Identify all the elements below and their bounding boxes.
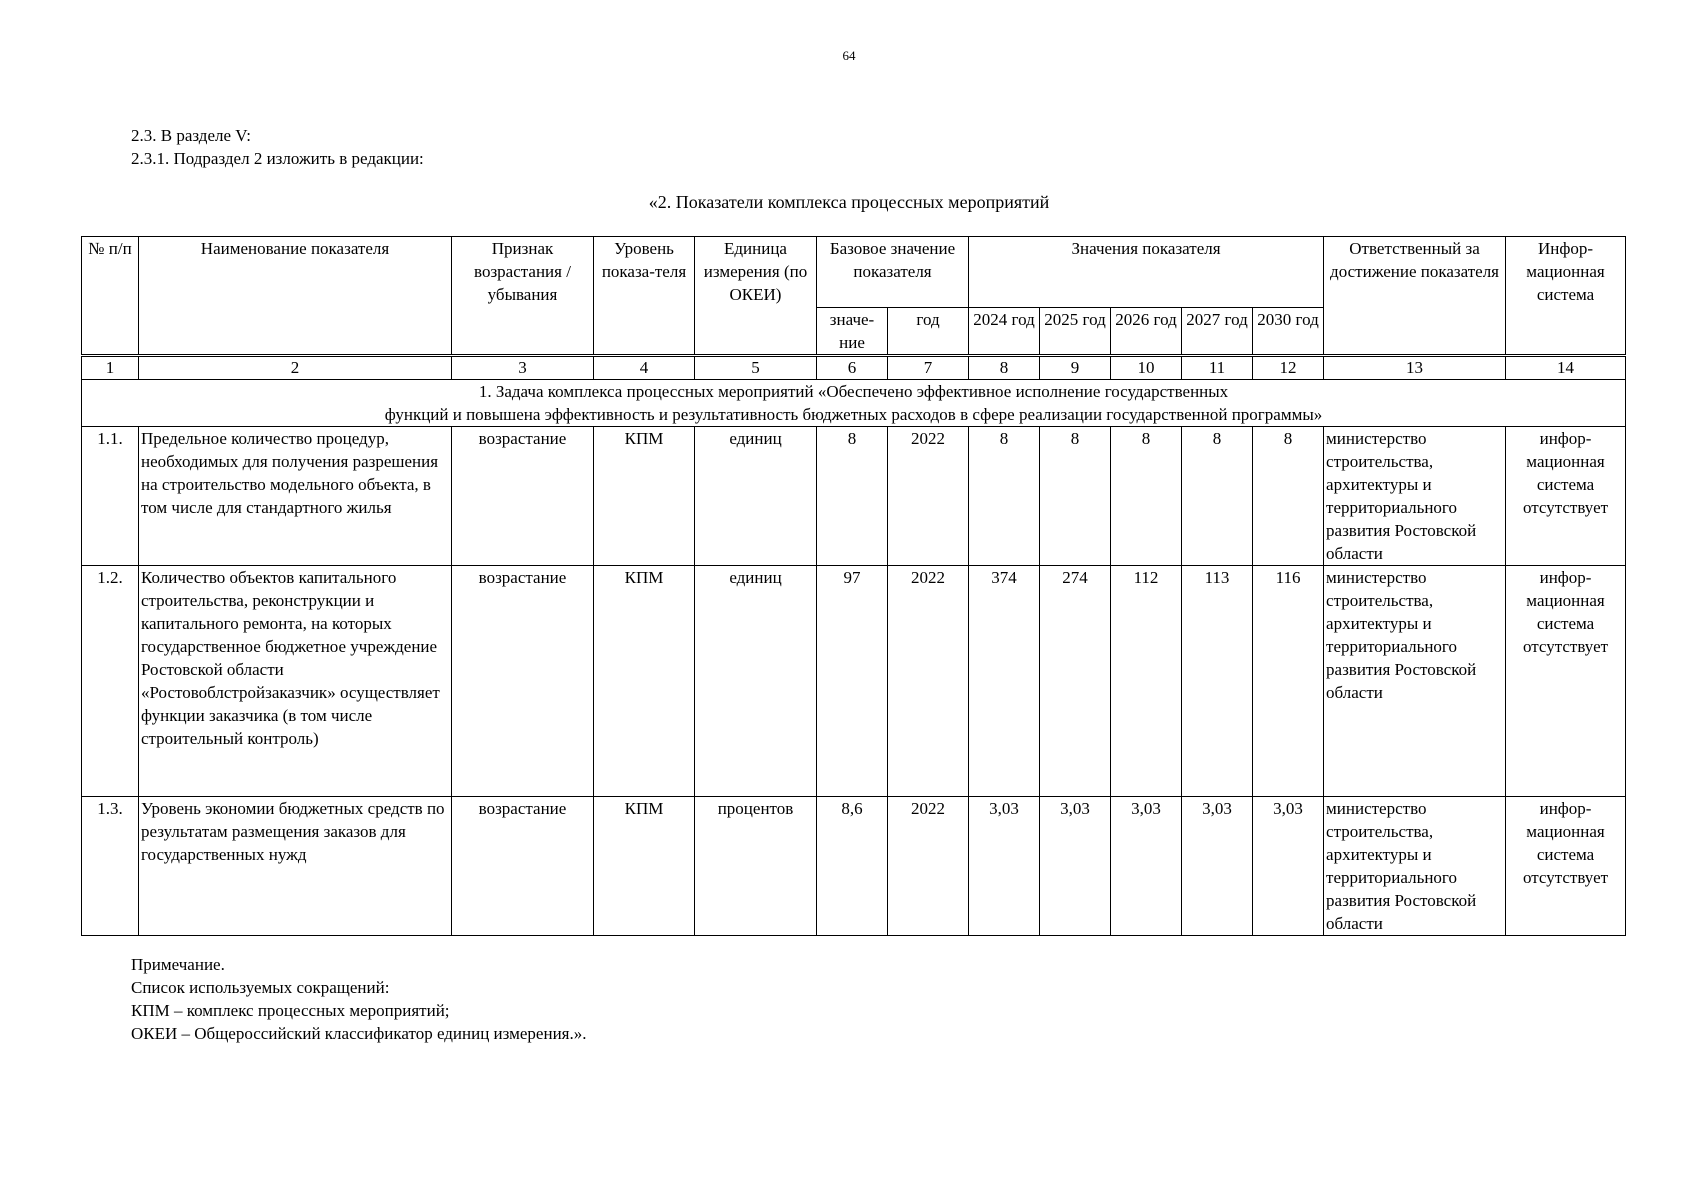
header-values: Значения показателя [969,237,1324,308]
column-number: 11 [1182,356,1253,380]
header-unit: Единица измерения (по ОКЕИ) [695,237,817,356]
row-value-2026: 3,03 [1111,797,1182,936]
row-system: инфор-мационная система отсутствует [1506,566,1626,797]
row-num: 1.2. [82,566,139,797]
header-row-1 [82,237,1626,308]
table-row [82,427,1626,566]
intro-line-1: 2.3. В разделе V: [131,126,252,145]
row-value-2027: 8 [1182,427,1253,566]
header-base-year: год [888,308,969,356]
intro-line-2: 2.3.1. Подраздел 2 изложить в редакции: [131,149,424,168]
header-sign: Признак возрастания / убывания [452,237,594,356]
notes-title: Примечание. [131,955,225,974]
row-name: Количество объектов капитального строительства, реконструкции и капитального ремонта, на которых государственное бюджетное учреждение Ростовской области «Ростовоблстройзаказчик» осуществляет функции заказчика (в том числе строительный контроль) [139,566,452,797]
row-value-2025: 274 [1040,566,1111,797]
row-base-value: 8 [817,427,888,566]
intro-text [131,124,424,170]
row-value-2030: 8 [1253,427,1324,566]
header-responsible: Ответственный за достижение показателя [1324,237,1506,356]
row-base-value: 8,6 [817,797,888,936]
row-value-2024: 8 [969,427,1040,566]
page-number: 64 [842,48,856,63]
header-level: Уровень показа-теля [594,237,695,356]
row-level: КПМ [594,427,695,566]
row-base-value: 97 [817,566,888,797]
header-year-2026: 2026 год [1111,308,1182,356]
column-number: 6 [817,356,888,380]
row-unit: процентов [695,797,817,936]
header-num: № п/п [82,237,139,356]
row-value-2024: 3,03 [969,797,1040,936]
row-sign: возрастание [452,797,594,936]
row-num: 1.3. [82,797,139,936]
column-number: 13 [1324,356,1506,380]
row-value-2027: 113 [1182,566,1253,797]
column-number-row [82,356,1626,380]
row-responsible: министерство строительства, архитектуры и территориального развития Ростовской области [1324,427,1506,566]
header-year-2025: 2025 год [1040,308,1111,356]
header-base: Базовое значение показателя [817,237,969,308]
task-line-1: 1. Задача комплекса процессных мероприятий «Обеспечено эффективное исполнение государственных [478,382,1229,401]
task-line-2: функций и повышена эффективность и результативность бюджетных расходов в сфере реализации государственной программы» [384,405,1323,424]
table-row [82,566,1626,797]
header-name: Наименование показателя [139,237,452,356]
column-number: 7 [888,356,969,380]
row-level: КПМ [594,797,695,936]
column-number: 5 [695,356,817,380]
table-title: «2. Показатели комплекса процессных мероприятий [648,192,1050,212]
header-system: Инфор-мационная система [1506,237,1626,356]
row-value-2030: 3,03 [1253,797,1324,936]
notes-item: КПМ – комплекс процессных мероприятий; [131,1001,450,1020]
row-value-2025: 8 [1040,427,1111,566]
task-heading [82,380,1626,427]
task-row [82,380,1626,427]
header-base-value: значе-ние [817,308,888,356]
row-value-2027: 3,03 [1182,797,1253,936]
row-value-2026: 8 [1111,427,1182,566]
row-value-2026: 112 [1111,566,1182,797]
column-number: 10 [1111,356,1182,380]
row-sign: возрастание [452,566,594,797]
notes [131,953,587,1045]
row-base-year: 2022 [888,566,969,797]
row-value-2024: 374 [969,566,1040,797]
column-number: 1 [82,356,139,380]
row-name: Уровень экономии бюджетных средств по результатам размещения заказов для государственных нужд [139,797,452,936]
column-number: 8 [969,356,1040,380]
row-name: Предельное количество процедур, необходимых для получения разрешения на строительство модельного объекта, в том числе для стандартного жилья [139,427,452,566]
row-sign: возрастание [452,427,594,566]
row-system: инфор-мационная система отсутствует [1506,797,1626,936]
row-system: инфор-мационная система отсутствует [1506,427,1626,566]
row-unit: единиц [695,566,817,797]
header-year-2024: 2024 год [969,308,1040,356]
row-responsible: министерство строительства, архитектуры и территориального развития Ростовской области [1324,797,1506,936]
row-level: КПМ [594,566,695,797]
row-value-2025: 3,03 [1040,797,1111,936]
header-year-2030: 2030 год [1253,308,1324,356]
row-num: 1.1. [82,427,139,566]
column-number: 12 [1253,356,1324,380]
column-number: 9 [1040,356,1111,380]
row-base-year: 2022 [888,427,969,566]
row-base-year: 2022 [888,797,969,936]
table-row [82,797,1626,936]
row-responsible: министерство строительства, архитектуры и территориального развития Ростовской области [1324,566,1506,797]
column-number: 2 [139,356,452,380]
notes-list-title: Список используемых сокращений: [131,978,390,997]
column-number: 3 [452,356,594,380]
column-number: 4 [594,356,695,380]
indicators-table [81,236,1626,936]
row-value-2030: 116 [1253,566,1324,797]
column-number: 14 [1506,356,1626,380]
header-year-2027: 2027 год [1182,308,1253,356]
row-unit: единиц [695,427,817,566]
notes-item: ОКЕИ – Общероссийский классификатор единиц измерения.». [131,1024,587,1043]
